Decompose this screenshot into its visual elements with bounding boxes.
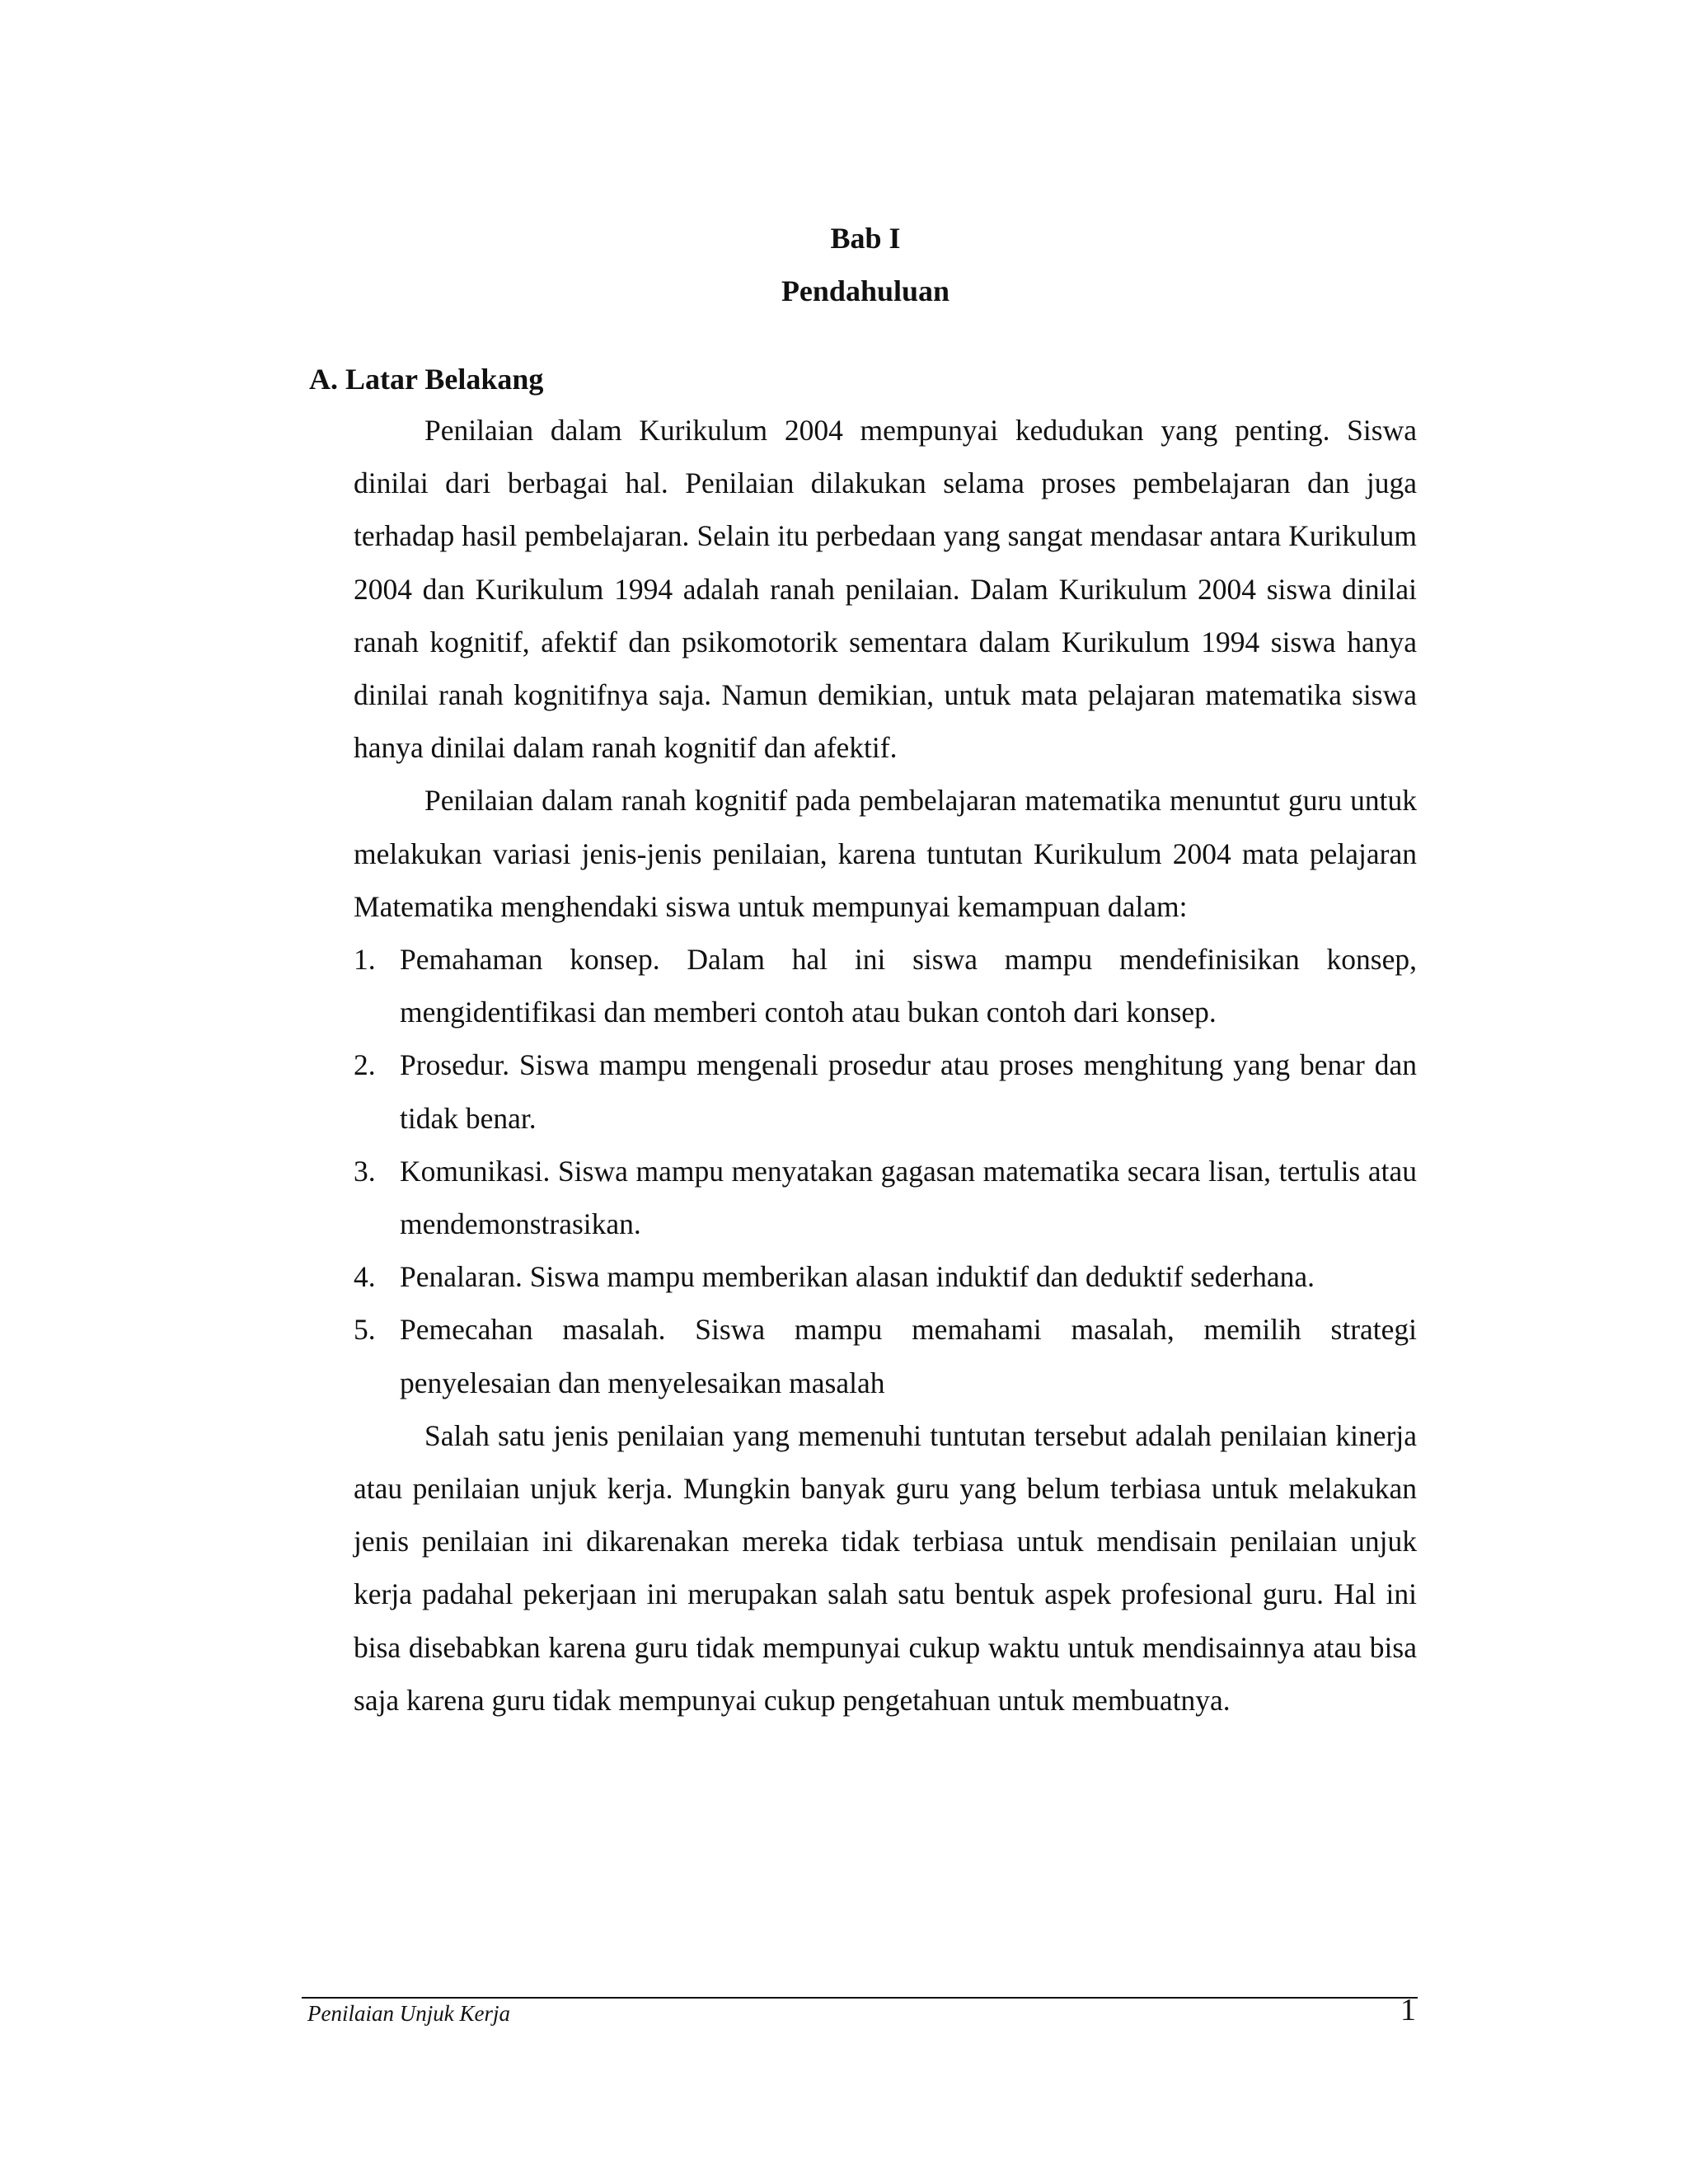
chapter-title: Pendahuluan (781, 274, 950, 307)
paragraph-abilities-lead: Penilaian dalam ranah kognitif pada pembelajaran matematika menuntut guru untuk melakukan variasi jenis-jenis penilaian, karena tuntutan Kurikulum 2004 mata pelajaran Matematika menghendaki siswa untuk mempunyai kemampuan dalam: (354, 784, 1417, 923)
list-item-text: Penalaran. Siswa mampu memberikan alasan induktif dan deduktif sederhana. (400, 1260, 1315, 1294)
list-item-number: 2. (354, 1048, 376, 1082)
footer-divider (302, 1997, 1418, 1999)
footer-title: Penilaian Unjuk Kerja (307, 2001, 510, 2026)
list-item-number: 5. (354, 1313, 376, 1347)
page-number: 1 (1400, 1993, 1416, 2027)
list-item-text: Prosedur. Siswa mampu mengenali prosedur atau proses menghitung yang benar dan tidak benar. (400, 1048, 1417, 1135)
section-heading: A. Latar Belakang (309, 363, 544, 396)
paragraph-performance-assessment: Salah satu jenis penilaian yang memenuhi tuntutan tersebut adalah penilaian kinerja atau penilaian unjuk kerja. Mungkin banyak guru yang belum terbiasa untuk melakukan jenis penilaian ini dikarenakan mereka tidak terbiasa untuk mendisain penilaian unjuk kerja padahal pekerjaan ini merupakan salah satu bentuk aspek profesional guru. Hal ini bisa disebabkan karena guru tidak mempunyai cukup waktu untuk mendisainnya atau bisa saja karena guru tidak mempunyai cukup pengetahuan untuk membuatnya. (354, 1418, 1417, 1717)
list-item (354, 1250, 1417, 1303)
chapter-number: Bab I (830, 222, 901, 255)
body-text (354, 404, 1417, 1727)
list-item-text: Pemecahan masalah. Siswa mampu memahami masalah, memilih strategi penyelesaian dan menyelesaikan masalah (400, 1313, 1417, 1399)
list-item (354, 1303, 1417, 1408)
paragraph-intro: Penilaian dalam Kurikulum 2004 mempunyai kedudukan yang penting. Siswa dinilai dari berbagai hal. Penilaian dilakukan selama proses pembelajaran dan juga terhadap hasil pembelajaran. Selain itu perbedaan yang sangat mendasar antara Kurikulum 2004 dan Kurikulum 1994 adalah ranah penilaian. Dalam Kurikulum 2004 siswa dinilai ranah kognitif, afektif dan psikomotorik sementara dalam Kurikulum 1994 siswa hanya dinilai ranah kognitifnya saja. Namun demikian, untuk mata pelajaran matematika siswa hanya dinilai dalam ranah kognitif dan afektif. (354, 414, 1417, 765)
list-item-text: Pemahaman konsep. Dalam hal ini siswa mampu mendefinisikan konsep, mengidentifikasi dan memberi contoh atau bukan contoh dari konsep. (400, 943, 1417, 1029)
list-item-number: 4. (354, 1260, 376, 1294)
list-item (354, 1145, 1417, 1250)
list-item (354, 1038, 1417, 1144)
list-item-number: 3. (354, 1154, 376, 1188)
ability-list (354, 933, 1417, 1409)
list-item-number: 1. (354, 943, 376, 977)
list-item-text: Komunikasi. Siswa mampu menyatakan gagasan matematika secara lisan, tertulis atau mendemonstrasikan. (400, 1154, 1417, 1241)
list-item (354, 933, 1417, 1038)
